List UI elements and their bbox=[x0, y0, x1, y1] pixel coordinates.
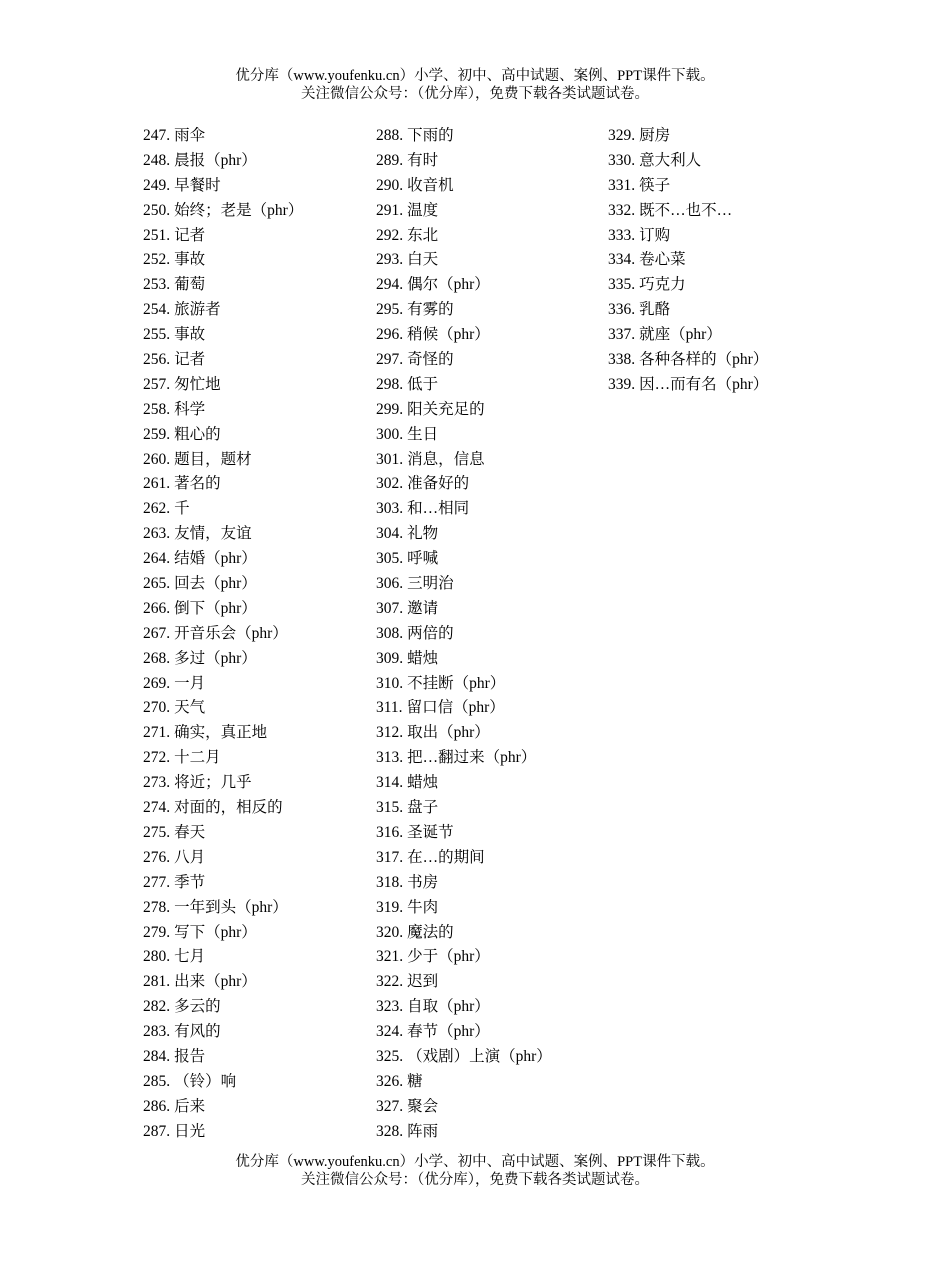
vocabulary-entry bbox=[143, 672, 303, 697]
entry-number: 270. bbox=[143, 699, 171, 717]
entry-number: 254. bbox=[143, 301, 171, 319]
vocabulary-entry bbox=[376, 995, 552, 1020]
vocabulary-entry bbox=[376, 497, 552, 522]
vocabulary-entry bbox=[143, 647, 303, 672]
entry-number: 256. bbox=[143, 351, 171, 369]
entry-text: 准备好的 bbox=[407, 475, 470, 493]
vocabulary-entry bbox=[376, 348, 552, 373]
entry-number: 317. bbox=[376, 848, 404, 866]
vocabulary-entry bbox=[376, 945, 552, 970]
entry-number: 305. bbox=[376, 550, 404, 568]
entry-text: 偶尔（phr） bbox=[407, 276, 490, 294]
entry-text: 一月 bbox=[174, 674, 206, 692]
entry-text: 在…的期间 bbox=[407, 848, 485, 866]
entry-number: 326. bbox=[376, 1072, 404, 1090]
entry-number: 288. bbox=[376, 127, 404, 144]
entry-text: 既不…也不… bbox=[639, 201, 733, 219]
footer-line-1: 优分库（www.youfenku.cn）小学、初中、高中试题、案例、PPT课件下载。 bbox=[235, 1154, 715, 1170]
entry-number: 306. bbox=[376, 575, 404, 593]
entry-number: 290. bbox=[376, 176, 404, 194]
entry-number: 323. bbox=[376, 998, 404, 1016]
entry-text: 天气 bbox=[174, 699, 206, 717]
vocabulary-entry bbox=[376, 970, 552, 995]
entry-text: 将近；几乎 bbox=[174, 774, 252, 792]
vocabulary-entry bbox=[608, 224, 768, 249]
entry-text: 两倍的 bbox=[407, 624, 454, 642]
vocabulary-column-1 bbox=[143, 124, 303, 1145]
vocabulary-entry bbox=[143, 547, 303, 572]
vocabulary-entry bbox=[143, 522, 303, 547]
entry-number: 282. bbox=[143, 998, 171, 1016]
entry-text: 著名的 bbox=[174, 475, 221, 493]
entry-text: 生日 bbox=[407, 425, 439, 443]
entry-text: 对面的，相反的 bbox=[174, 799, 283, 817]
vocabulary-entry bbox=[143, 1120, 303, 1145]
entry-text: 因…而有名（phr） bbox=[639, 375, 769, 393]
vocabulary-entry bbox=[143, 771, 303, 796]
entry-number: 284. bbox=[143, 1047, 171, 1065]
entry-number: 281. bbox=[143, 973, 171, 991]
entry-text: 自取（phr） bbox=[407, 998, 490, 1016]
entry-number: 264. bbox=[143, 550, 171, 568]
header-line-1: 优分库（www.youfenku.cn）小学、初中、高中试题、案例、PPT课件下载。 bbox=[235, 68, 715, 84]
vocabulary-entry bbox=[143, 472, 303, 497]
vocabulary-entry bbox=[143, 921, 303, 946]
entry-number: 250. bbox=[143, 201, 171, 219]
entry-text: 匆忙地 bbox=[174, 375, 221, 393]
vocabulary-entry bbox=[376, 1120, 552, 1145]
entry-text: 订购 bbox=[639, 226, 671, 244]
entry-number: 272. bbox=[143, 749, 171, 767]
entry-number: 255. bbox=[143, 326, 171, 344]
entry-text: 结婚（phr） bbox=[174, 550, 257, 568]
vocabulary-entry bbox=[608, 248, 768, 273]
entry-number: 338. bbox=[608, 351, 636, 369]
entry-text: 回去（phr） bbox=[174, 575, 257, 593]
vocabulary-column-3 bbox=[608, 124, 768, 398]
vocabulary-entry bbox=[376, 398, 552, 423]
entry-number: 278. bbox=[143, 898, 171, 916]
vocabulary-entry bbox=[143, 124, 303, 149]
vocabulary-entry bbox=[376, 448, 552, 473]
entry-text: 事故 bbox=[174, 251, 206, 269]
entry-number: 329. bbox=[608, 127, 636, 144]
entry-number: 332. bbox=[608, 201, 636, 219]
vocabulary-entry bbox=[143, 224, 303, 249]
entry-number: 277. bbox=[143, 873, 171, 891]
entry-text: 有雾的 bbox=[407, 301, 454, 319]
entry-number: 260. bbox=[143, 450, 171, 468]
entry-text: 雨伞 bbox=[174, 127, 206, 144]
entry-number: 299. bbox=[376, 400, 404, 418]
vocabulary-entry bbox=[608, 298, 768, 323]
entry-number: 286. bbox=[143, 1097, 171, 1115]
vocabulary-entry bbox=[143, 199, 303, 224]
entry-number: 311. bbox=[376, 699, 403, 717]
vocabulary-entry bbox=[376, 423, 552, 448]
vocabulary-entry bbox=[376, 721, 552, 746]
footer-line-2: 关注微信公众号：（优分库），免费下载各类试题试卷。 bbox=[301, 1172, 649, 1188]
entry-text: 意大利人 bbox=[639, 151, 702, 169]
header-line-2: 关注微信公众号：（优分库），免费下载各类试题试卷。 bbox=[301, 86, 649, 102]
vocabulary-entry bbox=[376, 124, 552, 149]
vocabulary-entry bbox=[608, 199, 768, 224]
entry-text: 阳关充足的 bbox=[407, 400, 485, 418]
entry-text: 粗心的 bbox=[174, 425, 221, 443]
entry-text: 卷心菜 bbox=[639, 251, 686, 269]
entry-number: 328. bbox=[376, 1122, 404, 1140]
entry-number: 287. bbox=[143, 1122, 171, 1140]
page-footer bbox=[0, 1153, 950, 1189]
vocabulary-entry bbox=[143, 721, 303, 746]
entry-text: 记者 bbox=[174, 226, 206, 244]
entry-number: 283. bbox=[143, 1023, 171, 1041]
entry-number: 309. bbox=[376, 649, 404, 667]
entry-text: 和…相同 bbox=[407, 500, 470, 518]
entry-text: 留口信（phr） bbox=[406, 699, 505, 717]
entry-text: 取出（phr） bbox=[407, 724, 490, 742]
vocabulary-entry bbox=[608, 348, 768, 373]
entry-number: 337. bbox=[608, 326, 636, 344]
entry-number: 289. bbox=[376, 151, 404, 169]
vocabulary-entry bbox=[608, 149, 768, 174]
vocabulary-entry bbox=[376, 796, 552, 821]
entry-number: 274. bbox=[143, 799, 171, 817]
entry-number: 318. bbox=[376, 873, 404, 891]
vocabulary-entry bbox=[608, 273, 768, 298]
entry-text: 呼喊 bbox=[407, 550, 439, 568]
entry-text: 八月 bbox=[174, 848, 206, 866]
vocabulary-entry bbox=[376, 224, 552, 249]
vocabulary-entry bbox=[376, 248, 552, 273]
entry-number: 247. bbox=[143, 127, 171, 144]
entry-text: 圣诞节 bbox=[407, 823, 454, 841]
entry-number: 316. bbox=[376, 823, 404, 841]
entry-text: 春天 bbox=[174, 823, 206, 841]
vocabulary-entry bbox=[376, 149, 552, 174]
entry-number: 262. bbox=[143, 500, 171, 518]
entry-text: 少于（phr） bbox=[407, 948, 490, 966]
vocabulary-entry bbox=[143, 970, 303, 995]
entry-text: 就座（phr） bbox=[639, 326, 722, 344]
entry-text: 有时 bbox=[407, 151, 439, 169]
entry-number: 252. bbox=[143, 251, 171, 269]
vocabulary-entry bbox=[376, 746, 552, 771]
entry-number: 295. bbox=[376, 301, 404, 319]
vocabulary-entry bbox=[376, 323, 552, 348]
entry-text: 书房 bbox=[407, 873, 439, 891]
entry-text: 不挂断（phr） bbox=[407, 674, 506, 692]
vocabulary-entry bbox=[143, 945, 303, 970]
entry-text: 奇怪的 bbox=[407, 351, 454, 369]
entry-number: 257. bbox=[143, 375, 171, 393]
entry-text: 千 bbox=[174, 500, 190, 518]
vocabulary-entry bbox=[143, 248, 303, 273]
entry-text: 早餐时 bbox=[174, 176, 221, 194]
vocabulary-entry bbox=[143, 746, 303, 771]
entry-number: 263. bbox=[143, 525, 171, 543]
entry-text: 十二月 bbox=[174, 749, 221, 767]
page-header bbox=[0, 67, 950, 103]
entry-text: 巧克力 bbox=[639, 276, 686, 294]
vocabulary-column-2 bbox=[376, 124, 552, 1145]
entry-text: 盘子 bbox=[407, 799, 439, 817]
vocabulary-entry bbox=[608, 323, 768, 348]
vocabulary-entry bbox=[143, 174, 303, 199]
entry-number: 327. bbox=[376, 1097, 404, 1115]
vocabulary-entry bbox=[376, 1070, 552, 1095]
entry-number: 258. bbox=[143, 400, 171, 418]
vocabulary-entry bbox=[143, 398, 303, 423]
vocabulary-entry bbox=[143, 1095, 303, 1120]
entry-text: 确实，真正地 bbox=[174, 724, 268, 742]
vocabulary-entry bbox=[376, 472, 552, 497]
entry-number: 339. bbox=[608, 375, 636, 393]
vocabulary-entry bbox=[608, 124, 768, 149]
entry-text: 乳酪 bbox=[639, 301, 671, 319]
entry-text: 日光 bbox=[174, 1122, 206, 1140]
entry-text: （铃）响 bbox=[174, 1072, 237, 1090]
entry-text: 事故 bbox=[174, 326, 206, 344]
vocabulary-entry bbox=[376, 1020, 552, 1045]
vocabulary-entry bbox=[143, 149, 303, 174]
vocabulary-entry bbox=[143, 796, 303, 821]
entry-number: 297. bbox=[376, 351, 404, 369]
vocabulary-entry bbox=[376, 597, 552, 622]
entry-number: 259. bbox=[143, 425, 171, 443]
vocabulary-entry bbox=[143, 423, 303, 448]
entry-number: 315. bbox=[376, 799, 404, 817]
entry-number: 269. bbox=[143, 674, 171, 692]
vocabulary-entry bbox=[376, 572, 552, 597]
entry-number: 301. bbox=[376, 450, 404, 468]
vocabulary-entry bbox=[376, 1095, 552, 1120]
entry-text: 礼物 bbox=[407, 525, 439, 543]
entry-text: 多过（phr） bbox=[174, 649, 257, 667]
entry-text: 白天 bbox=[407, 251, 439, 269]
entry-text: 季节 bbox=[174, 873, 206, 891]
entry-text: 稍候（phr） bbox=[407, 326, 490, 344]
vocabulary-entry bbox=[608, 373, 768, 398]
vocabulary-entry bbox=[376, 373, 552, 398]
vocabulary-entry bbox=[143, 323, 303, 348]
vocabulary-entry bbox=[143, 896, 303, 921]
vocabulary-entry bbox=[376, 199, 552, 224]
entry-number: 333. bbox=[608, 226, 636, 244]
entry-text: 阵雨 bbox=[407, 1122, 439, 1140]
entry-text: 春节（phr） bbox=[407, 1023, 490, 1041]
entry-text: 科学 bbox=[174, 400, 206, 418]
vocabulary-entry bbox=[143, 995, 303, 1020]
entry-text: 晨报（phr） bbox=[174, 151, 257, 169]
entry-number: 310. bbox=[376, 674, 404, 692]
vocabulary-entry bbox=[143, 696, 303, 721]
entry-text: 蜡烛 bbox=[407, 649, 439, 667]
entry-number: 322. bbox=[376, 973, 404, 991]
vocabulary-entry bbox=[376, 871, 552, 896]
entry-number: 291. bbox=[376, 201, 404, 219]
vocabulary-entry bbox=[143, 622, 303, 647]
entry-number: 303. bbox=[376, 500, 404, 518]
entry-number: 261. bbox=[143, 475, 171, 493]
vocabulary-entry bbox=[376, 547, 552, 572]
entry-number: 302. bbox=[376, 475, 404, 493]
entry-text: 题目，题材 bbox=[174, 450, 252, 468]
entry-text: 牛肉 bbox=[407, 898, 439, 916]
entry-number: 293. bbox=[376, 251, 404, 269]
entry-text: 邀请 bbox=[407, 599, 439, 617]
vocabulary-entry bbox=[376, 846, 552, 871]
vocabulary-entry bbox=[143, 373, 303, 398]
entry-text: 葡萄 bbox=[174, 276, 206, 294]
entry-number: 267. bbox=[143, 624, 171, 642]
entry-number: 321. bbox=[376, 948, 404, 966]
entry-text: 出来（phr） bbox=[174, 973, 257, 991]
entry-number: 312. bbox=[376, 724, 404, 742]
vocabulary-entry bbox=[376, 696, 552, 721]
entry-text: 开音乐会（phr） bbox=[174, 624, 288, 642]
entry-number: 314. bbox=[376, 774, 404, 792]
entry-text: 后来 bbox=[174, 1097, 206, 1115]
vocabulary-entry bbox=[143, 572, 303, 597]
vocabulary-entry bbox=[143, 348, 303, 373]
entry-text: 迟到 bbox=[407, 973, 439, 991]
entry-text: 一年到头（phr） bbox=[174, 898, 288, 916]
vocabulary-entry bbox=[143, 1070, 303, 1095]
entry-number: 294. bbox=[376, 276, 404, 294]
vocabulary-entry bbox=[376, 522, 552, 547]
entry-text: 旅游者 bbox=[174, 301, 221, 319]
entry-number: 331. bbox=[608, 176, 636, 194]
entry-number: 279. bbox=[143, 923, 171, 941]
entry-text: 写下（phr） bbox=[174, 923, 257, 941]
vocabulary-entry bbox=[143, 1020, 303, 1045]
entry-text: 低于 bbox=[407, 375, 439, 393]
entry-number: 319. bbox=[376, 898, 404, 916]
entry-text: 倒下（phr） bbox=[174, 599, 257, 617]
entry-number: 292. bbox=[376, 226, 404, 244]
entry-text: 魔法的 bbox=[407, 923, 454, 941]
entry-text: 东北 bbox=[407, 226, 439, 244]
entry-text: 温度 bbox=[407, 201, 439, 219]
entry-number: 280. bbox=[143, 948, 171, 966]
entry-number: 336. bbox=[608, 301, 636, 319]
vocabulary-entry bbox=[376, 273, 552, 298]
vocabulary-entry bbox=[376, 1045, 552, 1070]
vocabulary-entry bbox=[376, 771, 552, 796]
vocabulary-entry bbox=[143, 871, 303, 896]
entry-number: 285. bbox=[143, 1072, 171, 1090]
vocabulary-entry bbox=[376, 174, 552, 199]
entry-number: 248. bbox=[143, 151, 171, 169]
entry-number: 251. bbox=[143, 226, 171, 244]
entry-text: 记者 bbox=[174, 351, 206, 369]
entry-text: 三明治 bbox=[407, 575, 454, 593]
vocabulary-entry bbox=[376, 622, 552, 647]
vocabulary-entry bbox=[143, 1045, 303, 1070]
entry-text: 下雨的 bbox=[407, 127, 454, 144]
entry-number: 266. bbox=[143, 599, 171, 617]
vocabulary-entry bbox=[143, 298, 303, 323]
vocabulary-entry bbox=[376, 821, 552, 846]
vocabulary-entry bbox=[143, 273, 303, 298]
entry-number: 308. bbox=[376, 624, 404, 642]
entry-number: 298. bbox=[376, 375, 404, 393]
entry-text: 聚会 bbox=[407, 1097, 439, 1115]
entry-number: 334. bbox=[608, 251, 636, 269]
entry-number: 320. bbox=[376, 923, 404, 941]
vocabulary-entry bbox=[608, 174, 768, 199]
entry-number: 300. bbox=[376, 425, 404, 443]
vocabulary-entry bbox=[143, 448, 303, 473]
entry-number: 335. bbox=[608, 276, 636, 294]
entry-number: 273. bbox=[143, 774, 171, 792]
entry-number: 268. bbox=[143, 649, 171, 667]
entry-text: 筷子 bbox=[639, 176, 671, 194]
vocabulary-entry bbox=[376, 298, 552, 323]
entry-number: 249. bbox=[143, 176, 171, 194]
entry-number: 325. bbox=[376, 1047, 404, 1065]
vocabulary-entry bbox=[376, 896, 552, 921]
entry-text: 七月 bbox=[174, 948, 206, 966]
entry-text: （戏剧）上演（phr） bbox=[407, 1047, 552, 1065]
vocabulary-entry bbox=[143, 597, 303, 622]
entry-number: 276. bbox=[143, 848, 171, 866]
entry-text: 报告 bbox=[174, 1047, 206, 1065]
entry-text: 糖 bbox=[407, 1072, 423, 1090]
vocabulary-entry bbox=[376, 672, 552, 697]
entry-number: 275. bbox=[143, 823, 171, 841]
entry-text: 把…翻过来（phr） bbox=[407, 749, 537, 767]
entry-text: 消息，信息 bbox=[407, 450, 485, 468]
entry-text: 各种各样的（phr） bbox=[639, 351, 769, 369]
vocabulary-entry bbox=[143, 846, 303, 871]
vocabulary-entry bbox=[143, 497, 303, 522]
entry-text: 厨房 bbox=[639, 127, 671, 144]
entry-number: 296. bbox=[376, 326, 404, 344]
entry-text: 收音机 bbox=[407, 176, 454, 194]
entry-number: 307. bbox=[376, 599, 404, 617]
vocabulary-entry bbox=[143, 821, 303, 846]
entry-text: 蜡烛 bbox=[407, 774, 439, 792]
entry-number: 271. bbox=[143, 724, 171, 742]
entry-text: 有风的 bbox=[174, 1023, 221, 1041]
entry-number: 330. bbox=[608, 151, 636, 169]
entry-number: 304. bbox=[376, 525, 404, 543]
entry-number: 253. bbox=[143, 276, 171, 294]
vocabulary-entry bbox=[376, 921, 552, 946]
entry-text: 多云的 bbox=[174, 998, 221, 1016]
entry-text: 友情，友谊 bbox=[174, 525, 252, 543]
vocabulary-entry bbox=[376, 647, 552, 672]
entry-number: 313. bbox=[376, 749, 404, 767]
entry-text: 始终；老是（phr） bbox=[174, 201, 304, 219]
entry-number: 324. bbox=[376, 1023, 404, 1041]
entry-number: 265. bbox=[143, 575, 171, 593]
